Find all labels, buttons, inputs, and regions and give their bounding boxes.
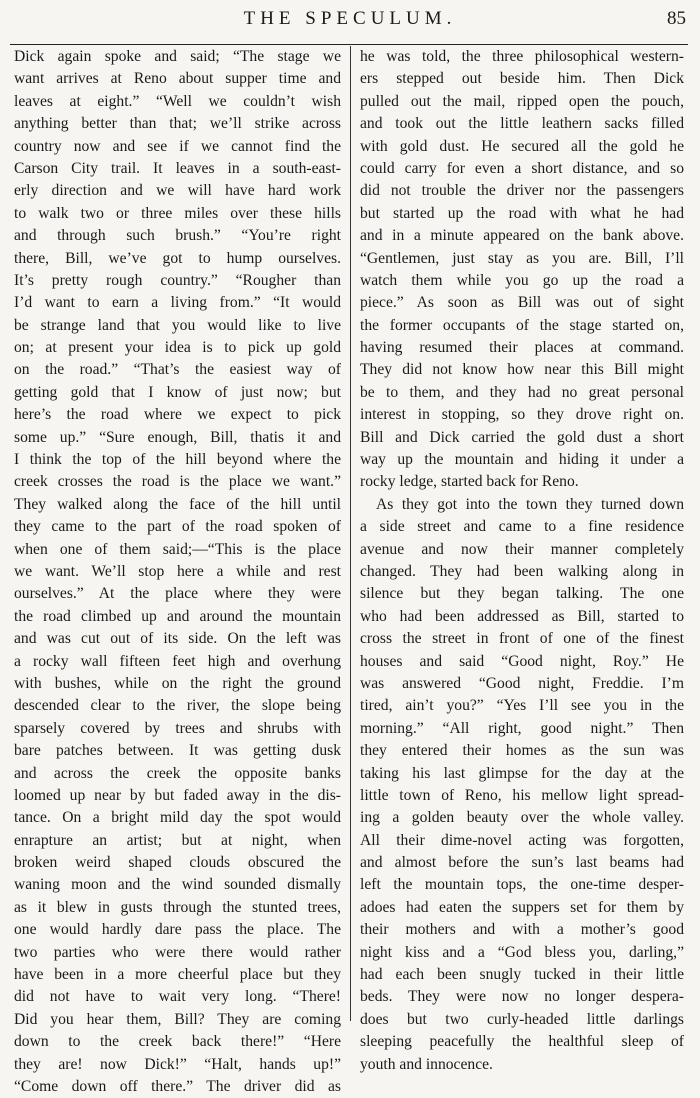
text-line: does but two curly-headed little darlings	[360, 1010, 684, 1028]
text-line: country now and see if we cannot find the	[14, 137, 341, 155]
text-line: morning.” “All right, good night.” Then	[360, 719, 684, 737]
text-line: rocky ledge, started back for Reno.	[360, 473, 579, 491]
text-line: be strange land that you would like to live	[14, 316, 341, 334]
text-line: Carson City trail. It leaves in a south-east-	[14, 159, 341, 177]
text-line: some up.” “Sure enough, Bill, thatis it and	[14, 428, 341, 446]
text-line: “Gentlemen, just stay as you are. Bill, I’ll	[360, 249, 684, 267]
text-line: did not trouble the driver nor the passengers	[360, 182, 684, 200]
text-line: sparsely covered by trees and shrubs with	[14, 719, 341, 737]
text-line: All their dime-novel acting was forgotten,	[360, 831, 684, 849]
text-line: down to the creek back there!” “Here	[14, 1033, 341, 1051]
text-line: loomed up near by but faded away in the dis-	[14, 786, 341, 804]
text-line: could carry for even a short distance, and so	[360, 159, 684, 177]
text-line: on; at present your idea is to pick up gold	[14, 339, 341, 357]
text-line: anything better than that; we’ll strike across	[14, 115, 341, 133]
text-line: on the road.” “That’s the easiest way of	[14, 361, 341, 379]
text-line: pulled out the mail, ripped open the pouch,	[360, 92, 684, 110]
text-line: erly direction and we will have hard work	[14, 182, 341, 200]
text-line: want arrives at Reno about supper time and	[14, 70, 341, 88]
text-line: taking his last glimpse for the day at the	[360, 764, 684, 782]
left-column	[14, 46, 341, 1098]
text-line: Did you hear them, Bill? They are coming	[14, 1010, 341, 1028]
text-line: I’d want to earn a living from.” “It would	[14, 294, 341, 312]
text-line: way up the mountain and hiding it under a	[360, 451, 684, 469]
text-line: who had been addressed as Bill, started to	[360, 607, 684, 625]
text-line: It’s pretty rough country.” “Rougher than	[14, 271, 341, 289]
text-line: two parties who were there would rather	[14, 943, 341, 961]
text-line: and took out the little leathern sacks filled	[360, 115, 684, 133]
text-line: they are! now Dick!” “Halt, hands up!”	[14, 1055, 341, 1073]
text-line: he was told, the three philosophical western-	[360, 48, 684, 65]
text-line: but started up the road with what he had	[360, 204, 684, 222]
text-line: be to them, and they had no great personal	[360, 383, 684, 401]
text-line: avenue and now their manner completely	[360, 540, 684, 558]
text-line: tired, ain’t you?” “Yes I’ll see you in the	[360, 697, 684, 715]
text-line: changed. They had been walking along in	[360, 562, 684, 580]
text-line: tance. On a bright mild day the spot would	[14, 809, 341, 827]
text-line: descended clear to the river, the slope being	[14, 697, 341, 715]
text-line: getting gold that I know of just now; but	[14, 383, 341, 401]
text-line: They walked along the face of the hill until	[14, 495, 341, 513]
text-line: As they got into the town they turned down	[376, 495, 684, 513]
text-line: creek crosses the road is the place we want.”	[14, 473, 341, 491]
page-header	[0, 8, 700, 34]
text-line: silence but they began talking. The one	[360, 585, 684, 603]
page-number: 85	[667, 8, 686, 29]
text-line: and through such brush.” “You’re right	[14, 227, 341, 245]
text-line: ers stepped out beside him. Then Dick	[360, 70, 684, 88]
text-line: Dick again spoke and said; “The stage we	[14, 48, 341, 65]
text-line: piece.” As soon as Bill was out of sight	[360, 294, 684, 312]
text-line: a side street and came to a fine residence	[360, 518, 684, 536]
text-line: with bushes, while on the right the ground	[14, 674, 341, 692]
text-line: ourselves.” At the place where they were	[14, 585, 341, 603]
text-line: I think the top of the hill beyond where the	[14, 451, 341, 469]
text-line: we want. We’ll stop here a while and rest	[14, 562, 341, 580]
text-line: waning moon and the wind sounded dismally	[14, 876, 341, 894]
text-line: with gold dust. He secured all the gold he	[360, 137, 684, 155]
text-line: “Come down off there.” The driver did as	[14, 1077, 341, 1095]
column-divider	[350, 46, 351, 1021]
text-line: their mothers and with a mother’s good	[360, 921, 684, 939]
text-line: was answered “Good night, Freddie. I’m	[360, 674, 684, 692]
text-line: interest in stopping, so they drove right on.	[360, 406, 684, 424]
text-line: They did not know how near this Bill might	[360, 361, 684, 379]
text-line: to walk two or three miles over these hills	[14, 204, 341, 222]
text-line: watch them while you go up the road a	[360, 271, 684, 289]
text-line: bare patches between. It was getting dusk	[14, 742, 341, 760]
text-line: houses and said “Good night, Roy.” He	[360, 652, 684, 670]
text-line: when one of them said;—“This is the place	[14, 540, 341, 558]
text-line: youth and innocence.	[360, 1055, 493, 1073]
text-line: adoes had eaten the suppers set for them by	[360, 898, 684, 916]
text-line: they came to the part of the road spoken of	[14, 518, 341, 536]
header-rule	[10, 44, 688, 45]
text-line: the former occupants of the stage started on,	[360, 316, 684, 334]
text-line: having resumed their places at command.	[360, 339, 684, 357]
text-line: broken weird shaped clouds obscured the	[14, 854, 341, 872]
text-line: sleeping peacefully the healthful sleep of	[360, 1033, 684, 1051]
text-line: had each been snugly tucked in their little	[360, 966, 684, 984]
text-line: left the mountain tops, the one-time desper-	[360, 876, 684, 894]
text-line: enrapture an artist; but at night, when	[14, 831, 341, 849]
text-line: a rocky wall fifteen feet high and overhung	[14, 652, 341, 670]
text-line: night kiss and a “God bless you, darling,”	[360, 943, 684, 961]
text-line: and was cut out of its side. On the left was	[14, 630, 341, 648]
text-line: the road climbed up and around the mountain	[14, 607, 341, 625]
text-line: beds. They were now no longer despera-	[360, 988, 684, 1006]
text-line: and in a minute appeared on the bank above.	[360, 227, 684, 245]
text-line: have been in a more cheerful place but they	[14, 966, 341, 984]
right-column	[360, 46, 684, 1076]
text-line: leaves at eight.” “Well we couldn’t wish	[14, 92, 341, 110]
text-line: and almost before the sun’s last beams had	[360, 854, 684, 872]
text-line: as it blew in gusts through the stunted trees,	[14, 898, 341, 916]
text-line: Bill and Dick carried the gold dust a short	[360, 428, 684, 446]
text-line: one would hardly dare pass the place. The	[14, 921, 341, 939]
text-line: they entered their homes as the sun was	[360, 742, 684, 760]
text-line: and across the creek the opposite banks	[14, 764, 341, 782]
text-line: here’s the road where we expect to pick	[14, 406, 341, 424]
text-line: there, Bill, we’ve got to hump ourselves.	[14, 249, 341, 267]
text-line: ing a golden beauty over the whole valley.	[360, 809, 684, 827]
text-line: little town of Reno, his mellow light spread-	[360, 786, 684, 804]
text-line: did not have to wait very long. “There!	[14, 988, 341, 1006]
text-line: cross the street in front of one of the finest	[360, 630, 684, 648]
journal-title: THE SPECULUM.	[243, 8, 457, 29]
